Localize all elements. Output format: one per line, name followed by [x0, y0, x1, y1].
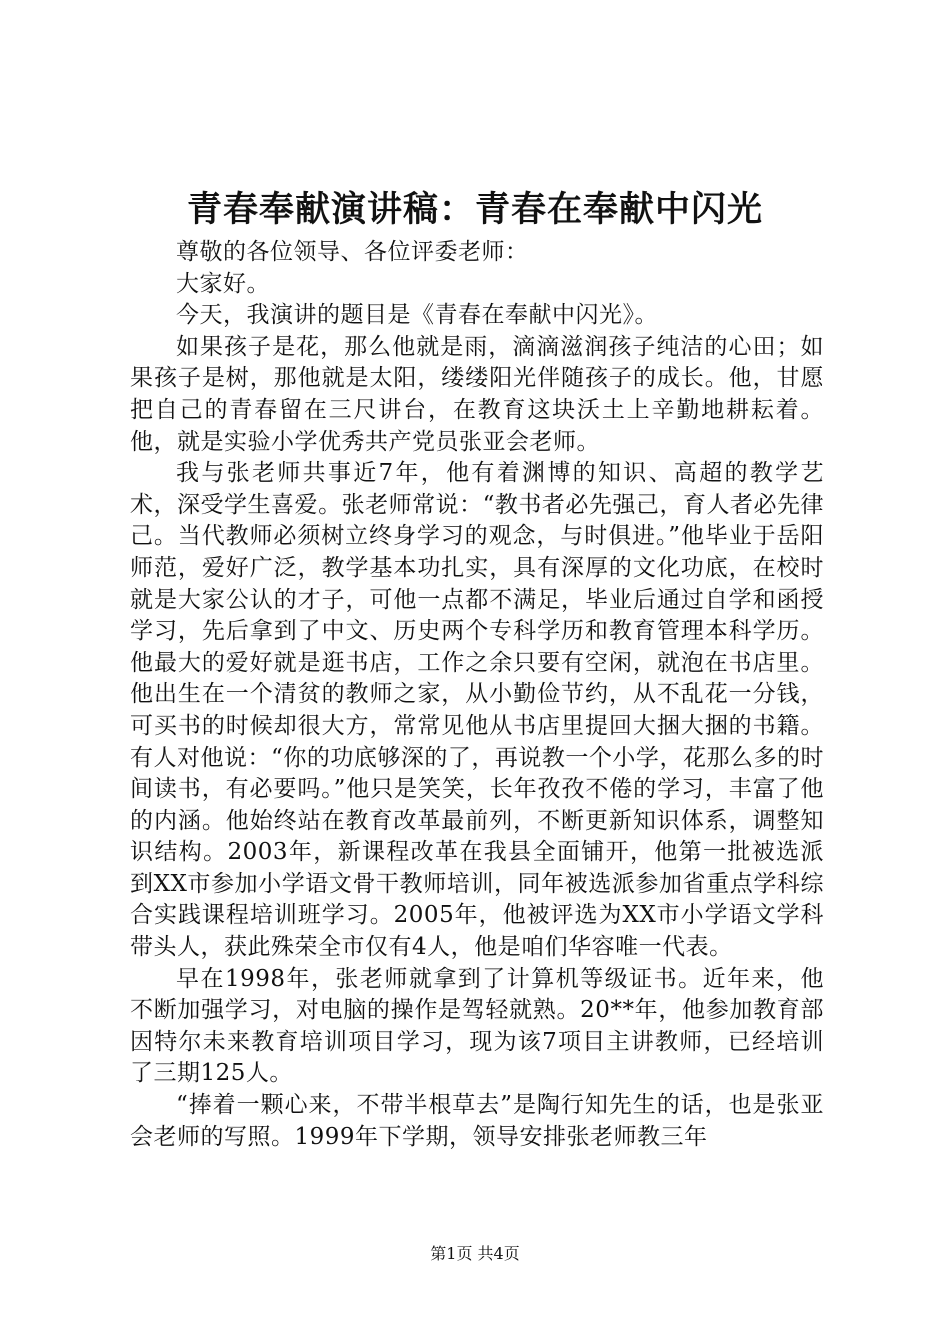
greeting: 大家好。: [176, 270, 270, 297]
paragraph-study: 我与张老师共事近7年，他有着渊博的知识、高超的教学艺术，深受学生喜爱。张老师常说：“教书者必先强己，育人者必先律己。当代教师必须树立终身学习的观念，与时俱进。”他毕业于岳阳师范，爱好广泛，教学基本功扎实，具有深厚的文化功底，在校时就是大家公认的才子，可他一点都不满足，毕业后通过自学和函授学习，先后拿到了中文、历史两个专科学历和教育管理本科学历。他最大的爱好就是逛书店，工作之余只要有空闲，就泡在书店里。他出生在一个清贫的教师之家，从小勤俭节约，从不乱花一分钱，可买书的时候却很大方，常常见他从书店里提回大捆大捆的书籍。有人对他说：“你的功底够深的了，再说教一个小学，花那么多的时间读书，有必要吗。”他只是笑笑，长年孜孜不倦的学习，丰富了他的内涵。他始终站在教育改革最前列，不断更新知识体系，调整知识结构。2003年，新课程改革在我县全面铺开，他第一批被选派到XX市参加小学语文骨干教师培训，同年被选派参加省重点学科综合实践课程培训班学习。2005年，他被评选为XX市小学语文学科带头人，获此殊荣全市仅有4人，他是咱们华容唯一代表。: [130, 460, 824, 961]
paragraph-dedication: “捧着一颗心来，不带半根草去”是陶行知先生的话，也是张亚会老师的写照。1999年下学期，领导安排张老师教三年: [130, 1092, 824, 1150]
speech-topic: 今天，我演讲的题目是《青春在奉献中闪光》。: [176, 302, 658, 329]
document-body: [130, 237, 824, 1153]
paragraph-intro: 如果孩子是花，那么他就是雨，滴滴滋润孩子纯洁的心田；如果孩子是树，那他就是太阳，缕缕阳光伴随孩子的成长。他，甘愿把自己的青春留在三尺讲台，在教育这块沃土上辛勤地耕耘着。他，就是实验小学优秀共产党员张亚会老师。: [130, 333, 824, 455]
page-number-footer: 第1页 共4页: [430, 1244, 520, 1263]
salutation: 尊敬的各位领导、各位评委老师：: [176, 239, 529, 265]
paragraph-computer: 早在1998年，张老师就拿到了计算机等级证书。近年来，他不断加强学习，对电脑的操作是驾轻就熟。20**年，他参加教育部因特尔未来教育培训项目学习，现为该7项目主讲教师，已经培训了三期125人。: [130, 965, 824, 1087]
document-title: 青春奉献演讲稿：青春在奉献中闪光: [186, 189, 763, 230]
